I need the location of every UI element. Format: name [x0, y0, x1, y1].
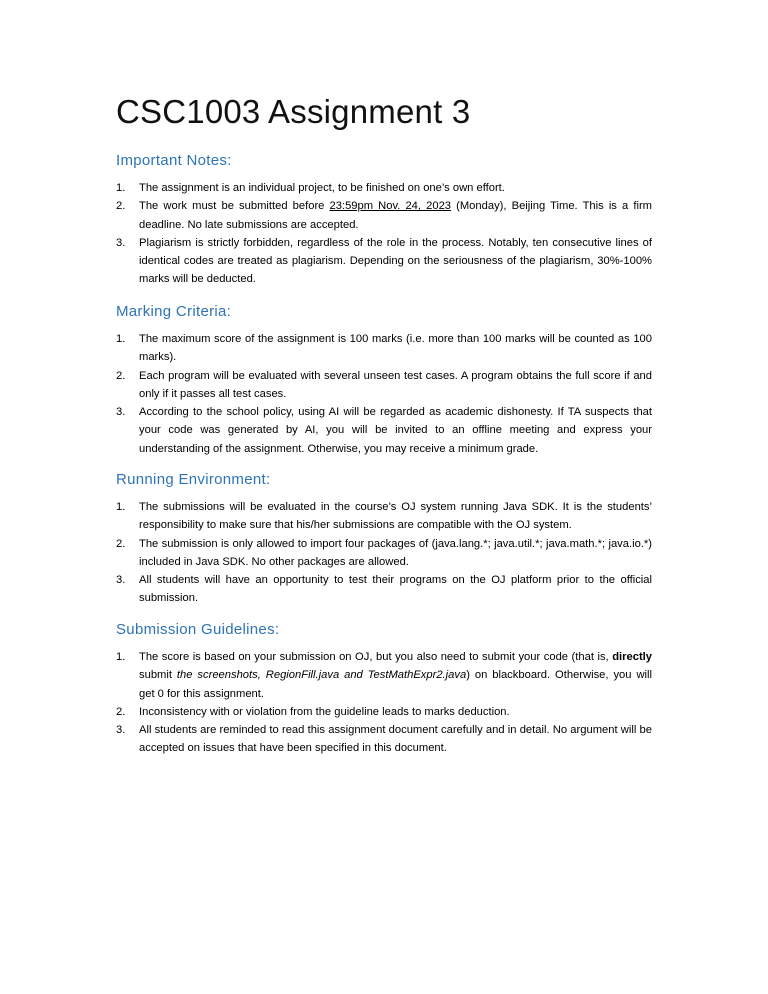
- list-item-text: (Monday), Beijing Time. This is a firm deadline. No late submissions are accepted.: [139, 200, 652, 231]
- list-item: [116, 535, 652, 572]
- list-item-text: submit: [139, 669, 177, 682]
- list-item-text: ) on blackboard. Otherwise, you will get 0 for this assignment.: [139, 669, 652, 700]
- emphasis-italic: the screenshots, RegionFill.java and TestMathExpr2.java: [176, 669, 467, 682]
- list-item-text: According to the school policy, using AI will be regarded as academic dishonesty. If TA suspects that your code was generated by AI, you will be invited to an offline meeting and express your understanding of the assignment. Otherwise, you may receive a minimum grade.: [139, 406, 652, 455]
- section-submission-guidelines: [116, 619, 652, 758]
- numbered-list: [116, 648, 652, 758]
- list-number: 3.: [116, 236, 126, 249]
- deadline-text: 23:59pm Nov. 24, 2023: [329, 200, 452, 213]
- list-item: [116, 571, 652, 608]
- list-item: [116, 648, 652, 703]
- emphasis-bold: directly: [612, 651, 652, 663]
- list-number: 1.: [116, 182, 126, 194]
- section-heading: Running Environment:: [116, 471, 271, 488]
- numbered-list: [116, 330, 652, 458]
- section-heading: Marking Criteria:: [116, 303, 232, 320]
- list-item-text: All students will have an opportunity to test their programs on the OJ platform prior to the official submission.: [139, 574, 652, 605]
- list-number: 1.: [116, 651, 126, 663]
- list-number: 2.: [116, 200, 126, 213]
- numbered-list: [116, 179, 652, 289]
- list-item-text: The assignment is an individual project, to be finished on one’s own effort.: [139, 182, 505, 194]
- list-item-text: Inconsistency with or violation from the guideline leads to marks deduction.: [139, 705, 510, 718]
- list-item: [116, 330, 652, 367]
- section-running-environment: [116, 469, 652, 608]
- list-item-text: The work must be submitted before: [139, 200, 330, 213]
- list-item: [116, 721, 652, 758]
- list-item-text: The score is based on your submission on OJ, but you also need to submit your code (that is,: [139, 651, 613, 663]
- list-item: [116, 234, 652, 289]
- list-item-text: Each program will be evaluated with several unseen test cases. A program obtains the full score if and only if it passes all test cases.: [139, 369, 652, 400]
- list-item-text: Plagiarism is strictly forbidden, regardless of the role in the process. Notably, ten consecutive lines of identical codes are treated as plagiarism. Depending on the seriousness of the plagiarism, 30%-100% marks will be deducted.: [139, 236, 652, 286]
- list-item-text: The submissions will be evaluated in the course’s OJ system running Java SDK. It is the students’ responsibility to make sure that his/her submissions are compatible with the OJ system.: [139, 501, 652, 532]
- list-item: [116, 367, 652, 404]
- list-number: 3.: [116, 574, 126, 587]
- list-item-text: The submission is only allowed to import four packages of (java.lang.*; java.util.*; java.math.*; java.io.*) included in Java SDK. No other packages are allowed.: [139, 537, 652, 568]
- section-heading: Submission Guidelines:: [116, 621, 280, 638]
- list-item: [116, 498, 652, 535]
- list-item-text: The maximum score of the assignment is 100 marks (i.e. more than 100 marks will be counted as 100 marks).: [139, 333, 652, 364]
- section-marking-criteria: [116, 301, 652, 458]
- list-number: 3.: [116, 724, 126, 737]
- list-item: [116, 403, 652, 458]
- list-number: 1.: [116, 501, 126, 513]
- list-item: [116, 197, 652, 234]
- list-number: 3.: [116, 406, 126, 419]
- section-heading: Important Notes:: [116, 152, 232, 169]
- list-number: 2.: [116, 537, 126, 550]
- section-important-notes: [116, 150, 652, 289]
- list-number: 2.: [116, 369, 126, 382]
- list-number: 2.: [116, 705, 126, 718]
- numbered-list: [116, 498, 652, 608]
- list-item-text: All students are reminded to read this assignment document carefully and in detail. No argument will be accepted on issues that have been specified in this document.: [139, 724, 652, 755]
- list-item: [116, 179, 652, 197]
- document-title: CSC1003 Assignment 3: [116, 93, 471, 130]
- list-number: 1.: [116, 333, 126, 345]
- list-item: [116, 703, 652, 721]
